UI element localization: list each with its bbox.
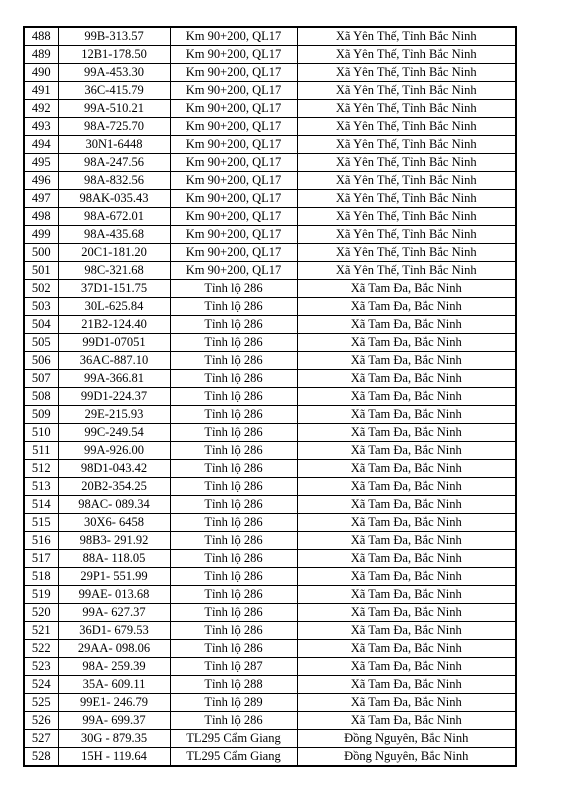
violation-location-cell: Tỉnh lộ 287 bbox=[170, 658, 297, 676]
violation-location-cell: Tỉnh lộ 286 bbox=[170, 316, 297, 334]
violation-location-cell: Tỉnh lộ 286 bbox=[170, 496, 297, 514]
address-cell: Xã Tam Đa, Bắc Ninh bbox=[297, 496, 516, 514]
address-cell: Xã Tam Đa, Bắc Ninh bbox=[297, 568, 516, 586]
violation-location-cell: Km 90+200, QL17 bbox=[170, 262, 297, 280]
table-row bbox=[24, 694, 516, 712]
table-row bbox=[24, 154, 516, 172]
license-plate-cell: 20B2-354.25 bbox=[58, 478, 170, 496]
license-plate-cell: 29P1- 551.99 bbox=[58, 568, 170, 586]
table-row bbox=[24, 442, 516, 460]
license-plate-cell: 98A-435.68 bbox=[58, 226, 170, 244]
license-plate-cell: 88A- 118.05 bbox=[58, 550, 170, 568]
table-row bbox=[24, 478, 516, 496]
violation-location-cell: Tỉnh lộ 286 bbox=[170, 568, 297, 586]
address-cell: Đồng Nguyên, Bắc Ninh bbox=[297, 730, 516, 748]
table-row bbox=[24, 352, 516, 370]
table-row bbox=[24, 604, 516, 622]
row-number-cell: 502 bbox=[24, 280, 58, 298]
row-number-cell: 495 bbox=[24, 154, 58, 172]
row-number-cell: 508 bbox=[24, 388, 58, 406]
license-plate-cell: 98A-725.70 bbox=[58, 118, 170, 136]
address-cell: Xã Tam Đa, Bắc Ninh bbox=[297, 622, 516, 640]
violation-location-cell: Km 90+200, QL17 bbox=[170, 226, 297, 244]
violation-location-cell: Km 90+200, QL17 bbox=[170, 82, 297, 100]
table-row bbox=[24, 496, 516, 514]
license-plate-cell: 98A- 259.39 bbox=[58, 658, 170, 676]
table-row bbox=[24, 316, 516, 334]
violation-location-cell: Tỉnh lộ 286 bbox=[170, 334, 297, 352]
row-number-cell: 489 bbox=[24, 46, 58, 64]
address-cell: Xã Tam Đa, Bắc Ninh bbox=[297, 658, 516, 676]
license-plate-cell: 98C-321.68 bbox=[58, 262, 170, 280]
row-number-cell: 504 bbox=[24, 316, 58, 334]
row-number-cell: 520 bbox=[24, 604, 58, 622]
table-row bbox=[24, 622, 516, 640]
license-plate-cell: 30X6- 6458 bbox=[58, 514, 170, 532]
row-number-cell: 523 bbox=[24, 658, 58, 676]
table-row bbox=[24, 280, 516, 298]
row-number-cell: 517 bbox=[24, 550, 58, 568]
address-cell: Xã Tam Đa, Bắc Ninh bbox=[297, 442, 516, 460]
address-cell: Xã Tam Đa, Bắc Ninh bbox=[297, 424, 516, 442]
violation-location-cell: Tỉnh lộ 286 bbox=[170, 604, 297, 622]
license-plate-cell: 36C-415.79 bbox=[58, 82, 170, 100]
license-plate-cell: 99A-510.21 bbox=[58, 100, 170, 118]
row-number-cell: 491 bbox=[24, 82, 58, 100]
table-row bbox=[24, 298, 516, 316]
row-number-cell: 492 bbox=[24, 100, 58, 118]
address-cell: Đồng Nguyên, Bắc Ninh bbox=[297, 748, 516, 767]
address-cell: Xã Tam Đa, Bắc Ninh bbox=[297, 388, 516, 406]
violation-location-cell: Tỉnh lộ 286 bbox=[170, 712, 297, 730]
license-plate-cell: 99B-313.57 bbox=[58, 27, 170, 46]
address-cell: Xã Tam Đa, Bắc Ninh bbox=[297, 370, 516, 388]
table-row bbox=[24, 568, 516, 586]
address-cell: Xã Tam Đa, Bắc Ninh bbox=[297, 550, 516, 568]
license-plate-cell: 29AA- 098.06 bbox=[58, 640, 170, 658]
license-plate-cell: 98A-832.56 bbox=[58, 172, 170, 190]
row-number-cell: 500 bbox=[24, 244, 58, 262]
row-number-cell: 493 bbox=[24, 118, 58, 136]
address-cell: Xã Tam Đa, Bắc Ninh bbox=[297, 694, 516, 712]
row-number-cell: 499 bbox=[24, 226, 58, 244]
address-cell: Xã Yên Thế, Tỉnh Bắc Ninh bbox=[297, 172, 516, 190]
license-plate-cell: 99E1- 246.79 bbox=[58, 694, 170, 712]
row-number-cell: 505 bbox=[24, 334, 58, 352]
violation-location-cell: Km 90+200, QL17 bbox=[170, 136, 297, 154]
address-cell: Xã Tam Đa, Bắc Ninh bbox=[297, 298, 516, 316]
table-row bbox=[24, 730, 516, 748]
table-row bbox=[24, 334, 516, 352]
violation-location-cell: TL295 Cẩm Giang bbox=[170, 730, 297, 748]
row-number-cell: 512 bbox=[24, 460, 58, 478]
address-cell: Xã Yên Thế, Tỉnh Bắc Ninh bbox=[297, 226, 516, 244]
violation-location-cell: Km 90+200, QL17 bbox=[170, 208, 297, 226]
address-cell: Xã Yên Thế, Tỉnh Bắc Ninh bbox=[297, 208, 516, 226]
address-cell: Xã Tam Đa, Bắc Ninh bbox=[297, 460, 516, 478]
license-plate-cell: 99A-453.30 bbox=[58, 64, 170, 82]
violation-location-cell: Tỉnh lộ 286 bbox=[170, 532, 297, 550]
row-number-cell: 514 bbox=[24, 496, 58, 514]
license-plate-cell: 36D1- 679.53 bbox=[58, 622, 170, 640]
address-cell: Xã Yên Thế, Tỉnh Bắc Ninh bbox=[297, 82, 516, 100]
address-cell: Xã Yên Thế, Tỉnh Bắc Ninh bbox=[297, 118, 516, 136]
table-row bbox=[24, 136, 516, 154]
violation-location-cell: Tỉnh lộ 286 bbox=[170, 460, 297, 478]
row-number-cell: 516 bbox=[24, 532, 58, 550]
license-plate-cell: 99A- 699.37 bbox=[58, 712, 170, 730]
violation-location-cell: Tỉnh lộ 286 bbox=[170, 280, 297, 298]
violation-location-cell: Km 90+200, QL17 bbox=[170, 27, 297, 46]
address-cell: Xã Yên Thế, Tỉnh Bắc Ninh bbox=[297, 100, 516, 118]
violation-location-cell: Tỉnh lộ 286 bbox=[170, 298, 297, 316]
table-row bbox=[24, 658, 516, 676]
row-number-cell: 503 bbox=[24, 298, 58, 316]
license-plate-cell: 29E-215.93 bbox=[58, 406, 170, 424]
table-row bbox=[24, 172, 516, 190]
address-cell: Xã Tam Đa, Bắc Ninh bbox=[297, 676, 516, 694]
license-plate-cell: 99C-249.54 bbox=[58, 424, 170, 442]
table-row bbox=[24, 640, 516, 658]
violation-location-cell: Tỉnh lộ 286 bbox=[170, 352, 297, 370]
violation-location-cell: Tỉnh lộ 288 bbox=[170, 676, 297, 694]
address-cell: Xã Tam Đa, Bắc Ninh bbox=[297, 640, 516, 658]
address-cell: Xã Tam Đa, Bắc Ninh bbox=[297, 316, 516, 334]
license-plate-cell: 15H - 119.64 bbox=[58, 748, 170, 767]
table-row bbox=[24, 712, 516, 730]
license-plate-cell: 98B3- 291.92 bbox=[58, 532, 170, 550]
violation-location-cell: Tỉnh lộ 286 bbox=[170, 586, 297, 604]
table-row bbox=[24, 46, 516, 64]
license-plate-cell: 99A-926.00 bbox=[58, 442, 170, 460]
address-cell: Xã Yên Thế, Tỉnh Bắc Ninh bbox=[297, 262, 516, 280]
row-number-cell: 488 bbox=[24, 27, 58, 46]
table-row bbox=[24, 100, 516, 118]
row-number-cell: 510 bbox=[24, 424, 58, 442]
table-row bbox=[24, 262, 516, 280]
row-number-cell: 497 bbox=[24, 190, 58, 208]
address-cell: Xã Yên Thế, Tỉnh Bắc Ninh bbox=[297, 64, 516, 82]
row-number-cell: 490 bbox=[24, 64, 58, 82]
violation-location-cell: Tỉnh lộ 286 bbox=[170, 442, 297, 460]
violation-location-cell: Tỉnh lộ 286 bbox=[170, 640, 297, 658]
violation-location-cell: Km 90+200, QL17 bbox=[170, 64, 297, 82]
row-number-cell: 526 bbox=[24, 712, 58, 730]
license-plate-cell: 36AC-887.10 bbox=[58, 352, 170, 370]
violation-location-cell: Km 90+200, QL17 bbox=[170, 172, 297, 190]
row-number-cell: 507 bbox=[24, 370, 58, 388]
address-cell: Xã Tam Đa, Bắc Ninh bbox=[297, 604, 516, 622]
row-number-cell: 521 bbox=[24, 622, 58, 640]
row-number-cell: 494 bbox=[24, 136, 58, 154]
license-plate-cell: 12B1-178.50 bbox=[58, 46, 170, 64]
license-plate-cell: 98AC- 089.34 bbox=[58, 496, 170, 514]
row-number-cell: 509 bbox=[24, 406, 58, 424]
row-number-cell: 515 bbox=[24, 514, 58, 532]
table-row bbox=[24, 388, 516, 406]
license-plate-cell: 98AK-035.43 bbox=[58, 190, 170, 208]
table-row bbox=[24, 424, 516, 442]
address-cell: Xã Tam Đa, Bắc Ninh bbox=[297, 532, 516, 550]
address-cell: Xã Tam Đa, Bắc Ninh bbox=[297, 514, 516, 532]
address-cell: Xã Yên Thế, Tỉnh Bắc Ninh bbox=[297, 190, 516, 208]
violation-location-cell: Tỉnh lộ 286 bbox=[170, 388, 297, 406]
row-number-cell: 528 bbox=[24, 748, 58, 767]
address-cell: Xã Tam Đa, Bắc Ninh bbox=[297, 478, 516, 496]
license-plate-cell: 98A-247.56 bbox=[58, 154, 170, 172]
address-cell: Xã Tam Đa, Bắc Ninh bbox=[297, 334, 516, 352]
license-plate-cell: 99AE- 013.68 bbox=[58, 586, 170, 604]
row-number-cell: 524 bbox=[24, 676, 58, 694]
violation-location-cell: Tỉnh lộ 286 bbox=[170, 622, 297, 640]
row-number-cell: 518 bbox=[24, 568, 58, 586]
table-row bbox=[24, 208, 516, 226]
violation-location-cell: Tỉnh lộ 289 bbox=[170, 694, 297, 712]
address-cell: Xã Tam Đa, Bắc Ninh bbox=[297, 352, 516, 370]
table-row bbox=[24, 676, 516, 694]
row-number-cell: 501 bbox=[24, 262, 58, 280]
license-plate-cell: 21B2-124.40 bbox=[58, 316, 170, 334]
row-number-cell: 525 bbox=[24, 694, 58, 712]
violation-location-cell: Km 90+200, QL17 bbox=[170, 100, 297, 118]
violation-location-cell: Km 90+200, QL17 bbox=[170, 190, 297, 208]
violation-location-cell: TL295 Cẩm Giang bbox=[170, 748, 297, 767]
license-plate-cell: 30N1-6448 bbox=[58, 136, 170, 154]
address-cell: Xã Tam Đa, Bắc Ninh bbox=[297, 712, 516, 730]
table-row bbox=[24, 406, 516, 424]
table-row bbox=[24, 748, 516, 767]
license-plate-cell: 98D1-043.42 bbox=[58, 460, 170, 478]
address-cell: Xã Yên Thế, Tỉnh Bắc Ninh bbox=[297, 154, 516, 172]
table-row bbox=[24, 460, 516, 478]
row-number-cell: 522 bbox=[24, 640, 58, 658]
row-number-cell: 513 bbox=[24, 478, 58, 496]
table-row bbox=[24, 64, 516, 82]
violation-location-cell: Km 90+200, QL17 bbox=[170, 154, 297, 172]
violation-location-cell: Tỉnh lộ 286 bbox=[170, 478, 297, 496]
table-row bbox=[24, 532, 516, 550]
table-row bbox=[24, 586, 516, 604]
violation-location-cell: Km 90+200, QL17 bbox=[170, 118, 297, 136]
table-row bbox=[24, 82, 516, 100]
license-plate-cell: 99A-366.81 bbox=[58, 370, 170, 388]
row-number-cell: 498 bbox=[24, 208, 58, 226]
violations-table bbox=[23, 26, 517, 767]
violation-location-cell: Tỉnh lộ 286 bbox=[170, 370, 297, 388]
table-row bbox=[24, 226, 516, 244]
address-cell: Xã Yên Thế, Tỉnh Bắc Ninh bbox=[297, 136, 516, 154]
address-cell: Xã Tam Đa, Bắc Ninh bbox=[297, 586, 516, 604]
row-number-cell: 527 bbox=[24, 730, 58, 748]
table-row bbox=[24, 244, 516, 262]
row-number-cell: 511 bbox=[24, 442, 58, 460]
license-plate-cell: 20C1-181.20 bbox=[58, 244, 170, 262]
license-plate-cell: 99A- 627.37 bbox=[58, 604, 170, 622]
address-cell: Xã Yên Thế, Tỉnh Bắc Ninh bbox=[297, 46, 516, 64]
row-number-cell: 519 bbox=[24, 586, 58, 604]
address-cell: Xã Yên Thế, Tỉnh Bắc Ninh bbox=[297, 27, 516, 46]
address-cell: Xã Tam Đa, Bắc Ninh bbox=[297, 406, 516, 424]
license-plate-cell: 37D1-151.75 bbox=[58, 280, 170, 298]
address-cell: Xã Yên Thế, Tỉnh Bắc Ninh bbox=[297, 244, 516, 262]
table-row bbox=[24, 190, 516, 208]
table-row bbox=[24, 118, 516, 136]
violation-location-cell: Tỉnh lộ 286 bbox=[170, 514, 297, 532]
table-row bbox=[24, 27, 516, 46]
table-body bbox=[24, 27, 516, 766]
table-row bbox=[24, 370, 516, 388]
row-number-cell: 506 bbox=[24, 352, 58, 370]
table-row bbox=[24, 550, 516, 568]
address-cell: Xã Tam Đa, Bắc Ninh bbox=[297, 280, 516, 298]
license-plate-cell: 35A- 609.11 bbox=[58, 676, 170, 694]
license-plate-cell: 99D1-07051 bbox=[58, 334, 170, 352]
violation-location-cell: Km 90+200, QL17 bbox=[170, 46, 297, 64]
license-plate-cell: 98A-672.01 bbox=[58, 208, 170, 226]
license-plate-cell: 99D1-224.37 bbox=[58, 388, 170, 406]
violation-location-cell: Km 90+200, QL17 bbox=[170, 244, 297, 262]
violation-location-cell: Tỉnh lộ 286 bbox=[170, 424, 297, 442]
license-plate-cell: 30L-625.84 bbox=[58, 298, 170, 316]
table-row bbox=[24, 514, 516, 532]
license-plate-cell: 30G - 879.35 bbox=[58, 730, 170, 748]
violation-location-cell: Tỉnh lộ 286 bbox=[170, 406, 297, 424]
row-number-cell: 496 bbox=[24, 172, 58, 190]
violation-location-cell: Tỉnh lộ 286 bbox=[170, 550, 297, 568]
